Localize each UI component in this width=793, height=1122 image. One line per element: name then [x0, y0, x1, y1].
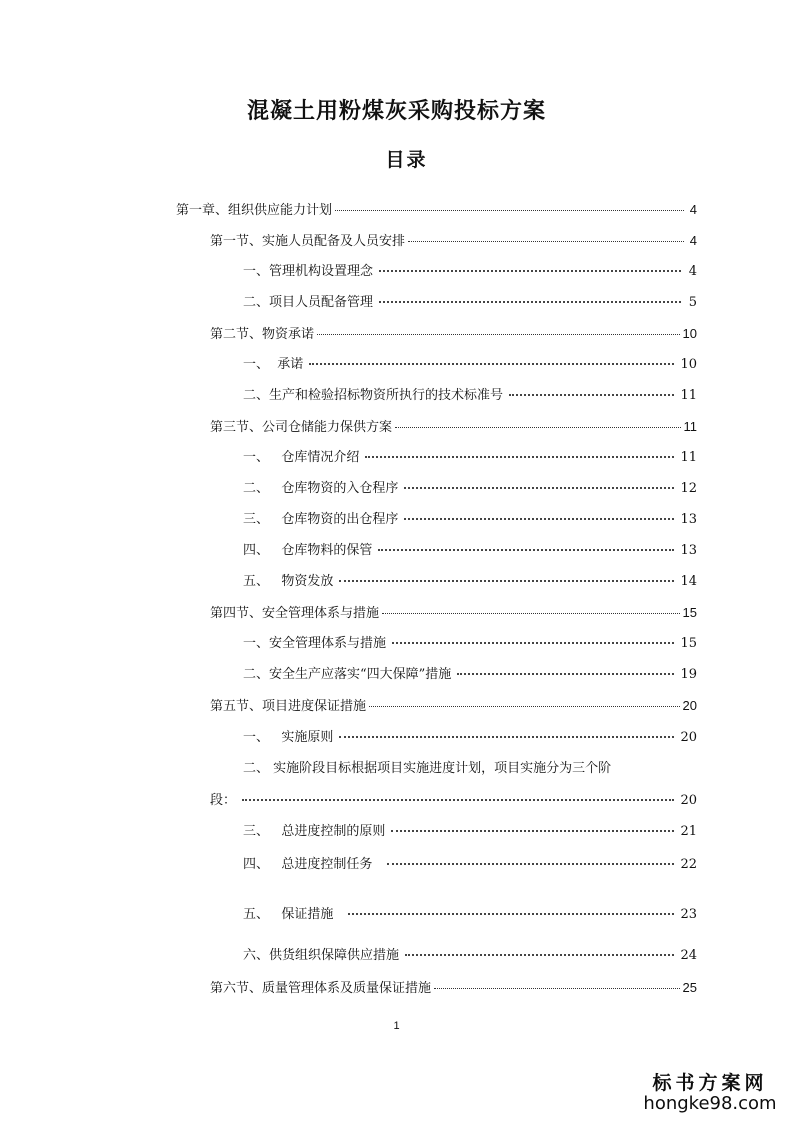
toc-leader-dots — [405, 954, 674, 956]
toc-entry[interactable] — [243, 262, 697, 282]
toc-entry[interactable] — [243, 634, 697, 654]
toc-entry[interactable] — [210, 978, 697, 999]
toc-leader-dots — [379, 270, 681, 272]
toc-entry-page-number: 11 — [680, 388, 697, 403]
toc-entry-label: 一、管理机构设置理念 — [243, 264, 374, 279]
toc-entry-page-number: 5 — [688, 295, 697, 310]
watermark-url-text: hongke98.com — [643, 1093, 777, 1114]
toc-entry-page-number: 14 — [680, 574, 697, 589]
toc-entry[interactable] — [210, 696, 697, 717]
toc-entry-label: 第四节、安全管理体系与措施 — [210, 606, 380, 621]
toc-entry[interactable] — [243, 293, 697, 313]
toc-entry[interactable] — [243, 510, 697, 530]
toc-entry-label-line1: 二、 实施阶段目标根据项目实施进度计划，项目实施分为三个阶 — [243, 761, 612, 776]
toc-leader-dots — [404, 518, 674, 520]
watermark-logo — [635, 1068, 785, 1114]
toc-entry-page-number: 20 — [682, 698, 697, 713]
toc-entry-page-number: 11 — [680, 450, 697, 465]
toc-entry-label: 第二节、物资承诺 — [210, 327, 315, 342]
toc-leader-dots — [309, 363, 674, 365]
toc-entry[interactable] — [210, 603, 697, 624]
toc-leader-dots — [348, 913, 675, 915]
toc-entry[interactable] — [210, 417, 697, 438]
toc-leader-dots — [382, 613, 680, 614]
toc-entry[interactable] — [243, 822, 697, 842]
toc-entry-label: 第五节、项目进度保证措施 — [210, 699, 367, 714]
toc-entry[interactable] — [243, 386, 697, 406]
toc-entry-label: 一、 仓库情况介绍 — [243, 450, 360, 465]
toc-leader-dots — [339, 736, 674, 738]
toc-leader-dots — [379, 301, 681, 303]
toc-leader-dots — [408, 241, 684, 242]
toc-entry-page-number: 15 — [680, 636, 697, 651]
toc-entry-label: 二、 仓库物资的入仓程序 — [243, 481, 399, 496]
toc-leader-dots — [457, 673, 674, 675]
toc-leader-dots — [378, 549, 674, 551]
toc-entry-page-number: 4 — [689, 202, 697, 217]
toc-leader-dots — [339, 580, 674, 582]
watermark-chinese-text: 标书方案网 — [652, 1072, 768, 1094]
toc-entry-label: 一、安全管理体系与措施 — [243, 636, 387, 651]
toc-leader-dots — [242, 799, 674, 801]
toc-entry[interactable] — [243, 855, 697, 875]
toc-entry[interactable] — [243, 665, 697, 685]
toc-entry-label: 四、 总进度控制任务 — [243, 857, 381, 872]
toc-leader-dots — [369, 706, 680, 707]
toc-entry[interactable] — [243, 905, 697, 925]
toc-leader-dots — [365, 456, 674, 458]
toc-leader-dots — [509, 394, 674, 396]
toc-entry[interactable] — [176, 200, 697, 221]
toc-entry-label: 五、 物资发放 — [243, 574, 334, 589]
toc-entry[interactable] — [243, 946, 697, 966]
toc-entry-page-number: 13 — [680, 543, 697, 558]
toc-entry[interactable] — [243, 541, 697, 561]
toc-entry-page-number: 25 — [682, 980, 697, 995]
toc-entry-page-number: 15 — [682, 605, 697, 620]
toc-entry[interactable] — [243, 479, 697, 499]
page-number: 1 — [393, 1020, 400, 1032]
toc-entry-label: 二、安全生产应落实“四大保障”措施 — [243, 667, 452, 682]
toc-entry[interactable] — [243, 355, 697, 375]
toc-entry-label: 六、供货组织保障供应措施 — [243, 948, 400, 963]
toc-leader-dots — [395, 427, 680, 428]
toc-entry-label: 一、 承诺 — [243, 357, 304, 372]
toc-entry[interactable] — [210, 231, 697, 252]
toc-entry[interactable] — [243, 448, 697, 468]
toc-leader-dots — [387, 863, 675, 865]
toc-entry-label: 第三节、公司仓储能力保供方案 — [210, 420, 393, 435]
toc-entry-page-number: 10 — [680, 357, 697, 372]
toc-entry-label: 第一节、实施人员配备及人员安排 — [210, 234, 406, 249]
toc-entry-page-number: 11 — [683, 419, 697, 434]
toc-entry-page-number: 23 — [680, 907, 697, 922]
toc-entry-label: 段： — [210, 793, 237, 808]
toc-entry-page-number: 20 — [680, 730, 697, 745]
toc-entry-page-number: 10 — [682, 326, 697, 341]
toc-entry-label: 二、项目人员配备管理 — [243, 295, 374, 310]
toc-entry[interactable] — [243, 728, 697, 748]
toc-entry-label: 三、 总进度控制的原则 — [243, 824, 386, 839]
toc-leader-dots — [404, 487, 674, 489]
toc-entry[interactable] — [210, 791, 697, 811]
toc-entry-label: 四、 仓库物料的保管 — [243, 543, 373, 558]
toc-entry-label: 一、 实施原则 — [243, 730, 334, 745]
toc-entry-page-number: 20 — [680, 793, 697, 808]
toc-entry-page-number: 13 — [680, 512, 697, 527]
toc-leader-dots — [335, 210, 684, 211]
toc-leader-dots — [392, 642, 674, 644]
toc-leader-dots — [317, 334, 680, 335]
toc-entry-label: 第一章、组织供应能力计划 — [176, 203, 333, 218]
toc-entry-label: 二、生产和检验招标物资所执行的技术标准号 — [243, 388, 504, 403]
document-title: 混凝土用粉煤灰采购投标方案 — [246, 99, 546, 124]
toc-entry-page-number: 22 — [680, 857, 697, 872]
toc-entry-page-number: 19 — [680, 667, 697, 682]
toc-entry-label: 三、 仓库物资的出仓程序 — [243, 512, 399, 527]
toc-leader-dots — [391, 830, 674, 832]
toc-entry-page-number: 12 — [680, 481, 697, 496]
toc-heading: 目录 — [385, 149, 428, 171]
toc-entry[interactable] — [210, 324, 697, 345]
toc-entry[interactable] — [243, 572, 697, 592]
toc-entry-label: 第六节、质量管理体系及质量保证措施 — [210, 981, 432, 996]
toc-entry-page-number: 24 — [680, 948, 697, 963]
toc-entry-label: 五、 保证措施 — [243, 907, 342, 922]
toc-entry-page-number: 21 — [680, 824, 697, 839]
toc-entry-page-number: 4 — [688, 264, 697, 279]
toc-leader-dots — [434, 988, 680, 989]
toc-entry-page-number: 4 — [689, 233, 697, 248]
